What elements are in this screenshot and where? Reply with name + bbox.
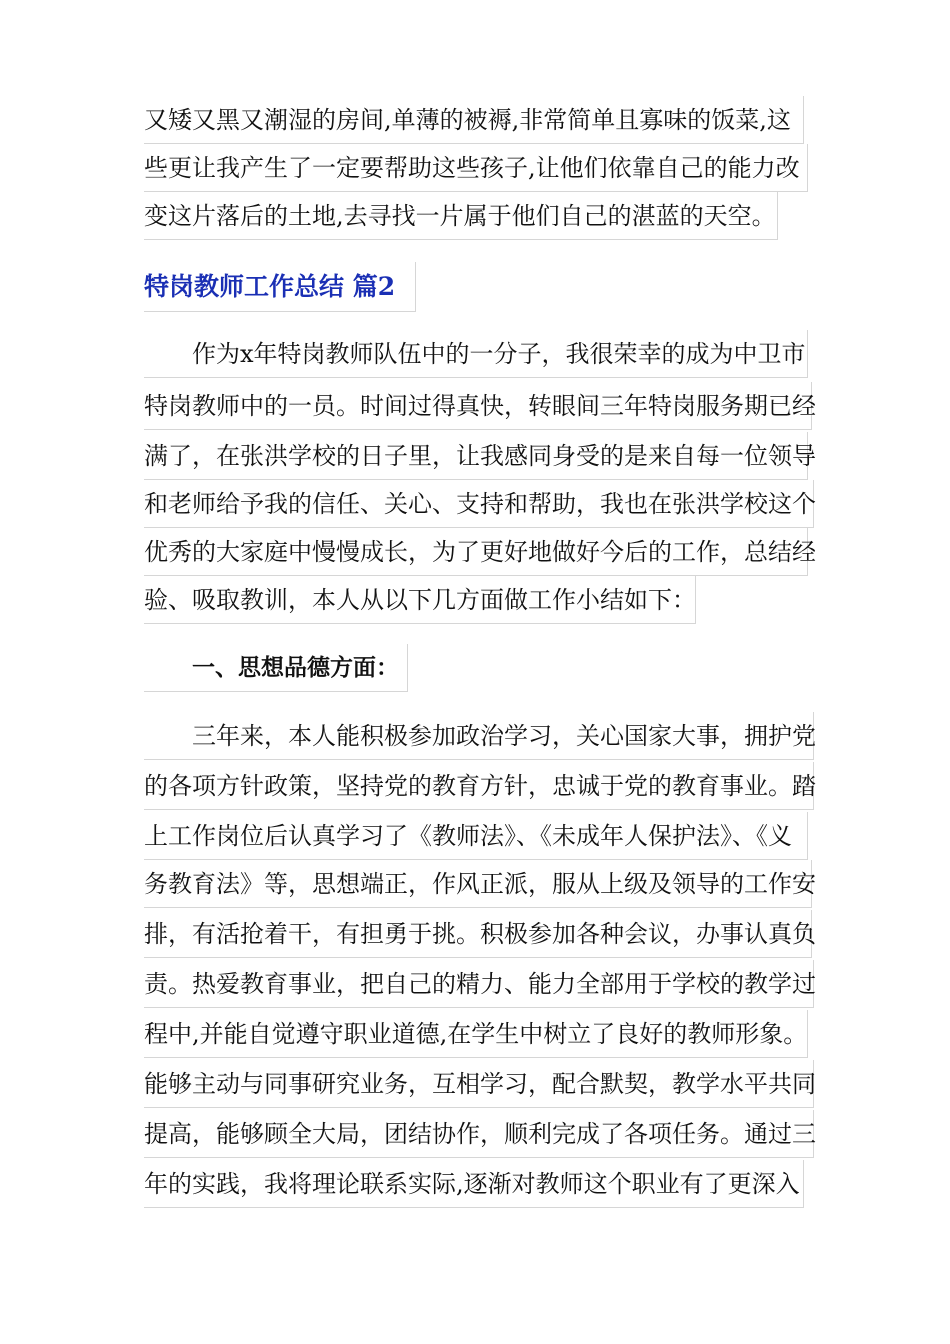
text-line: 三年来，本人能积极参加政治学习，关心国家大事，拥护党 xyxy=(144,712,814,760)
text-line: 提高，能够顾全大局，团结协作，顺利完成了各项任务。通过三 xyxy=(144,1110,814,1158)
text-line: 能够主动与同事研究业务，互相学习，配合默契，教学水平共同 xyxy=(144,1060,814,1108)
text-line: 的各项方针政策，坚持党的教育方针，忠诚于党的教育事业。踏 xyxy=(144,762,814,810)
text-line: 和老师给予我的信任、关心、支持和帮助，我也在张洪学校这个 xyxy=(144,480,814,528)
text-line: 年的实践，我将理论联系实际,逐渐对教师这个职业有了更深入 xyxy=(144,1160,804,1208)
text-line: 程中,并能自觉遵守职业道德,在学生中树立了良好的教师形象。 xyxy=(144,1010,808,1058)
text-line: 又矮又黑又潮湿的房间,单薄的被褥,非常简单且寡味的饭菜,这 xyxy=(144,96,804,144)
subsection-heading: 一、思想品德方面： xyxy=(144,644,408,692)
text-line: 优秀的大家庭中慢慢成长，为了更好地做好今后的工作，总结经 xyxy=(144,528,808,576)
text-line: 作为x年特岗教师队伍中的一分子，我很荣幸的成为中卫市 xyxy=(144,330,808,378)
text-line: 验、吸取教训，本人从以下几方面做工作小结如下： xyxy=(144,576,696,624)
text-line: 特岗教师中的一员。时间过得真快，转眼间三年特岗服务期已经 xyxy=(144,382,812,430)
text-line: 排，有活抢着干，有担勇于挑。积极参加各种会议，办事认真负 xyxy=(144,910,812,958)
text-line: 满了，在张洪学校的日子里，让我感同身受的是来自每一位领导 xyxy=(144,432,808,480)
text-line: 些更让我产生了一定要帮助这些孩子,让他们依靠自己的能力改 xyxy=(144,144,808,192)
text-line: 变这片落后的土地,去寻找一片属于他们自己的湛蓝的天空。 xyxy=(144,192,778,240)
section-heading: 特岗教师工作总结 篇2 xyxy=(144,262,416,312)
text-line: 责。热爱教育事业，把自己的精力、能力全部用于学校的教学过 xyxy=(144,960,814,1008)
text-line: 务教育法》等，思想端正，作风正派，服从上级及领导的工作安 xyxy=(144,860,812,908)
text-line: 上工作岗位后认真学习了《教师法》、《未成年人保护法》、《义 xyxy=(144,812,808,860)
